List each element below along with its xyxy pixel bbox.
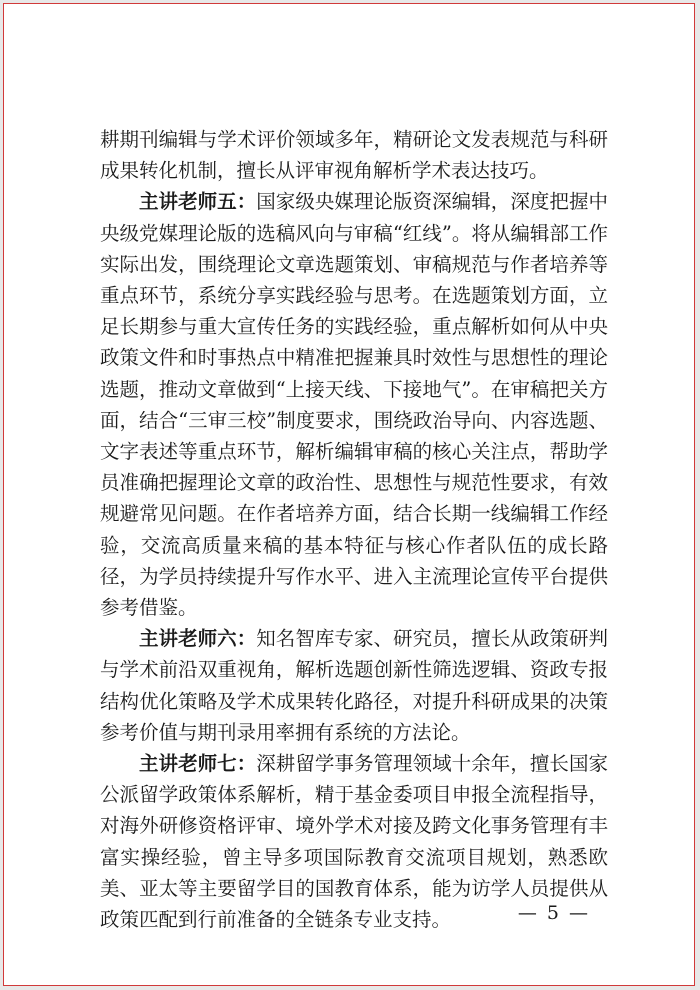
- paragraph-lecturer-6: [100, 623, 608, 748]
- document-body: [100, 124, 608, 935]
- paragraph-text: 国家级央媒理论版资深编辑，深度把握中央级党媒理论版的选稿风向与审稿“红线”。将从编辑部工作实际出发，围绕理论文章选题策划、审稿规范与作者培养等重点环节，系统分享实践经验与思考。在选题策划方面，立足长期参与重大宣传任务的实践经验，重点解析如何从中央政策文件和时事热点中精准把握兼具时效性与思想性的理论选题，推动文章做到“上接天线、下接地气”。在审稿把关方面，结合“三审三校”制度要求，围绕政治导向、内容选题、文字表述等重点环节，解析编辑审稿的核心关注点，帮助学员准确把握理论文章的政治性、思想性与规范性要求，有效规避常见问题。在作者培养方面，结合长期一线编辑工作经验，交流高质量来稿的基本特征与核心作者队伍的成长路径，为学员持续提升写作水平、进入主流理论宣传平台提供参考借鉴。: [100, 190, 608, 620]
- lecturer-heading: 主讲老师六：: [139, 627, 257, 651]
- page-number: — 5 —: [517, 902, 590, 924]
- paragraph-lecturer-5: [100, 186, 608, 623]
- lecturer-heading: 主讲老师七：: [139, 752, 257, 776]
- paragraph-text: 深耕留学事务管理领域十余年，擅长国家公派留学政策体系解析，精于基金委项目申报全流程指导，对海外研修资格评审、境外学术对接及跨文化事务管理有丰富实操经验，曾主导多项国际教育交流项目规划，熟悉欧美、亚太等主要留学目的国教育体系，能为访学人员提供从政策匹配到行前准备的全链条专业支持。: [100, 752, 608, 932]
- paragraph-text: 耕期刊编辑与学术评价领域多年，精研论文发表规范与科研成果转化机制，擅长从评审视角解析学术表达技巧。: [100, 128, 608, 183]
- document-page: [3, 3, 695, 986]
- paragraph-continuation: [100, 124, 608, 186]
- paragraph-text: 知名智库专家、研究员，擅长从政策研判与学术前沿双重视角，解析选题创新性筛选逻辑、资政专报结构优化策略及学术成果转化路径，对提升科研成果的决策参考价值与期刊录用率拥有系统的方法论。: [100, 627, 608, 744]
- lecturer-heading: 主讲老师五：: [139, 190, 257, 214]
